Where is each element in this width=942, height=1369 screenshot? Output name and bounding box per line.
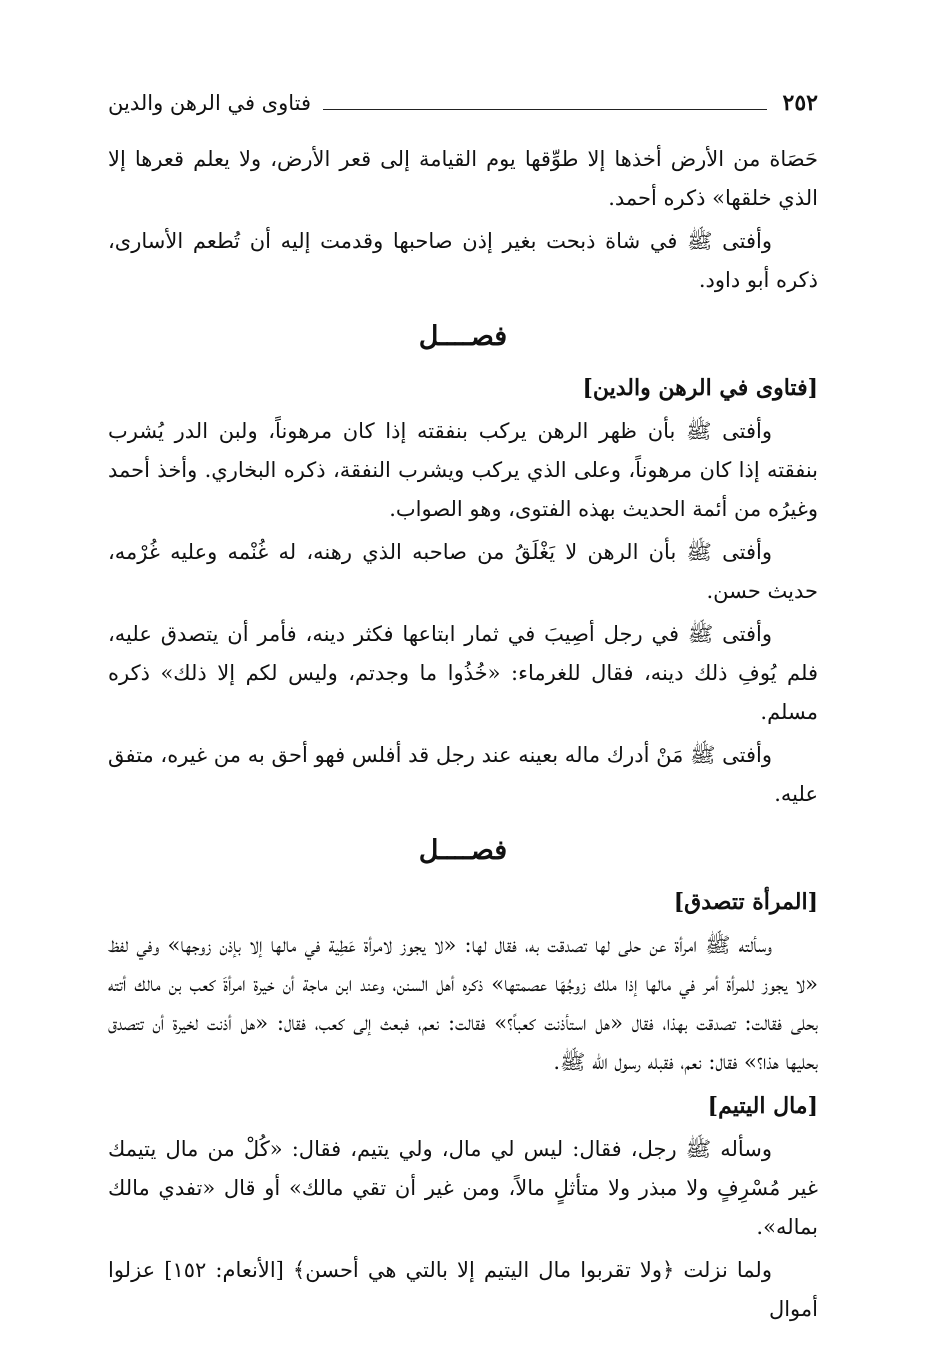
paragraph: وأفتى ﷺ في رجل أصِيبَ في ثمار ابتاعها فكثر دينه، فأمر أن يتصدق عليه، فلم يُوفِ ذلك دينه، فقال للغرماء: «خُذُوا ما وجدتم، وليس لكم إلا ذلك» ذكره مسلم. <box>108 622 818 724</box>
section-divider: فصــــل <box>418 835 508 866</box>
paragraph: وأفتى ﷺ بأن ظهر الرهن يركب بنفقته إذا كان مرهوناً، ولبن الدر يُشرب بنفقته إذا كان مرهوناً، وعلى الذي يركب ويشرب النفقة، ذكره البخاري. وأخذ أحمد وغيرُه من أئمة الحديث بهذه الفتوى، وهو الصواب. <box>108 419 818 521</box>
running-title: فتاوى في الرهن والدين <box>108 91 312 115</box>
paragraph: وسأله ﷺ رجل، فقال: ليس لي مال، ولي يتيم، فقال: «كُلْ من مال يتيمك غير مُسْرِفٍ ولا مبذر ولا متأثلٍ مالاً، ومن غير أن تقي مالك» أو قال «تفدي مالك بماله». <box>108 1137 818 1239</box>
paragraph: ولما نزلت ﴿ولا تقربوا مال اليتيم إلا بالتي هي أحسن﴾ [الأنعام: ١٥٢] عزلوا أموال <box>108 1258 818 1321</box>
section-heading: [مال اليتيم] <box>707 1093 818 1119</box>
paragraph: وأفتى ﷺ بأن الرهن لا يَغْلَقُ من صاحبه الذي رهنه، له غُنْمه وعليه غُرْمه، حديث حسن. <box>108 540 818 603</box>
paragraph: وأفتى ﷺ مَنْ أدرك ماله بعينه عند رجل قد أفلس فهو أحق به من غيره، متفق عليه. <box>108 743 818 806</box>
paragraph: حَصَاة من الأرض أخذها إلا طوِّقها يوم القيامة إلى قعر الأرض، ولا يعلم قعرها إلا الذي خلقها» ذكره أحمد. <box>108 147 818 210</box>
header-rule <box>323 97 767 110</box>
running-header <box>108 88 818 118</box>
page-number: ٢٥٢ <box>782 90 818 116</box>
section-heading: [فتاوى في الرهن والدين] <box>582 375 818 401</box>
paragraph: وسألته ﷺ امرأة عن حلى لها تصدقت به، فقال لها: «لا يجوز لامرأة عَطِية في مالها إلا بإذن زوجها» وفي لفظ «لا يجوز للمرأة أمر في مالها إذا ملك زوجُهَا عصمتها» ذكره أهل السنن، وعند ابن ماجة أن خيرة امرأةَ كعب بن مالك أتته بحلى فقالت: تصدقت بهذا، فقال «هل استأذنت كعباً؟» فقالت: نعم، فبعث إلى كعب، فقال: «هل أذنت لخيرة أن تتصدق بحليها هذا؟» فقال: نعم، فقبله رسول الله ﷺ. <box>108 933 818 1074</box>
section-heading: [المرأة تتصدق] <box>673 889 818 915</box>
page-body <box>108 140 818 1333</box>
section-divider: فصــــل <box>418 321 508 352</box>
book-page <box>108 0 818 1369</box>
paragraph: وأفتى ﷺ في شاة ذبحت بغير إذن صاحبها وقدمت إليه أن تُطعم الأسارى، ذكره أبو داود. <box>108 229 818 292</box>
